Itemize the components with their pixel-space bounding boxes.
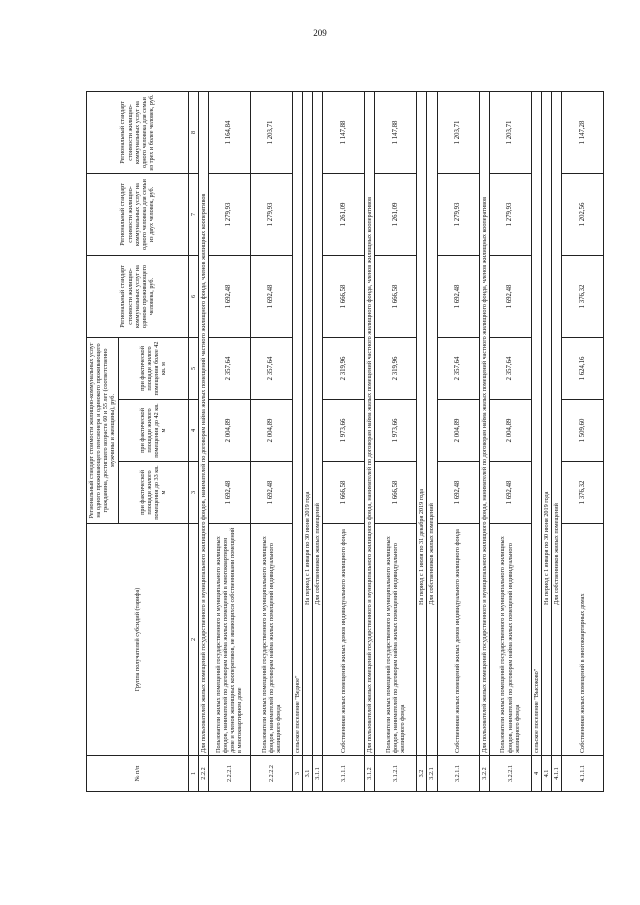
- span-caption: На период с 1 января по 30 июня 2019 года: [541, 92, 551, 756]
- column-index-cell: 7: [188, 174, 198, 256]
- row-value: 2 319,96: [323, 338, 365, 400]
- row-value: 1 279,93: [489, 174, 531, 256]
- column-index-row: [188, 92, 198, 792]
- table-row: [302, 92, 312, 792]
- span-caption: На период с 1 июля по 31 декабря 2019 года: [417, 92, 427, 756]
- row-group: Пользователи жилых помещений государственного и муниципального жилищных фондов, нанимателей по договорам найма жилых помещений индивидуального жилищного фонда: [375, 524, 417, 756]
- row-value: 2 357,64: [250, 338, 292, 400]
- span-caption: Для пользователей жилых помещений государственного и муниципального жилищного фонда, нанимателей по договорам найма жилых помещений частного жилищного фонда, членов жилищных кооперативов: [365, 92, 375, 756]
- table-row: [437, 92, 479, 792]
- span-caption: Для собственников жилых помещений: [551, 92, 561, 756]
- row-number: 4.1.1: [551, 756, 561, 792]
- row-value: 1 692,48: [489, 256, 531, 338]
- row-number: 3.1.1.1: [323, 756, 365, 792]
- row-value: 2 004,89: [437, 400, 479, 462]
- span-caption: Для пользователей жилых помещений государственного и муниципального жилищного фонда, нанимателей по договорам найма жилых помещений частного жилищного фонда, членов жилищных кооперативов: [479, 92, 489, 756]
- row-number: 3.1: [302, 756, 312, 792]
- header-standard-group: Региональный стандарт стоимости жилищно-коммунальных услуг на одного проживающего пенсионера и одинокого проживающего гражданина, достигшего возраста 60 и 55 лет (соответственно мужчины и женщины), руб.: [87, 338, 119, 524]
- row-value: 1 147,88: [375, 92, 417, 174]
- span-caption: Для собственников жилых помещений: [313, 92, 323, 756]
- row-value: 2 004,89: [208, 400, 250, 462]
- row-value: 1 261,09: [375, 174, 417, 256]
- table-body: [198, 92, 603, 792]
- table-row: [562, 92, 604, 792]
- table-row: [541, 92, 551, 792]
- row-value: 1 203,71: [489, 92, 531, 174]
- row-value: 1 624,16: [562, 338, 604, 400]
- row-value: 2 319,96: [375, 338, 417, 400]
- table-row: [417, 92, 427, 792]
- header-group: Группа получателей субсидий (тарифа): [87, 524, 189, 756]
- header-three: Региональный стандарт стоимости жилищно-коммунальных услуг на одного человека для семьи из трех и более человек, руб.: [87, 92, 189, 174]
- table-row: [479, 92, 489, 792]
- row-value: 1 666,58: [323, 256, 365, 338]
- row-number: 3.2: [417, 756, 427, 792]
- row-value: 1 973,66: [375, 400, 417, 462]
- standards-table: [86, 91, 604, 792]
- rotated-table-container: [86, 92, 586, 792]
- table-row: [365, 92, 375, 792]
- row-value: 2 357,64: [437, 338, 479, 400]
- row-value: 1 164,84: [208, 92, 250, 174]
- row-group: Пользователи жилых помещений государственного и муниципального жилищных фондов, нанимателей по договорам найма жилых помещений в многоквартирном доме и членов жилищных кооперативов, не являющихся собственниками помещений в многоквартирном доме: [208, 524, 250, 756]
- row-value: 1 666,58: [375, 256, 417, 338]
- row-group: Пользователи жилых помещений государственного и муниципального жилищных фондов, нанимателей по договорам найма жилых помещений индивидуального жилищного фонда: [250, 524, 292, 756]
- row-number: 3.1.2: [365, 756, 375, 792]
- row-number: 2.2.2.1: [208, 756, 250, 792]
- row-value: 1 973,66: [323, 400, 365, 462]
- row-number: 2.2.2.2: [250, 756, 292, 792]
- column-index-cell: 8: [188, 92, 198, 174]
- row-number: 3.1.2.1: [375, 756, 417, 792]
- table-row: [198, 92, 208, 792]
- row-value: 1 692,48: [250, 256, 292, 338]
- header-sub-more-42: при фактической площади жилого помещения более 42 кв. м: [118, 338, 188, 400]
- row-value: 1 692,48: [250, 462, 292, 524]
- row-number: 4.1.1.1: [562, 756, 604, 792]
- column-index-cell: 3: [188, 462, 198, 524]
- table-row: [250, 92, 292, 792]
- row-number: 3.2.1: [427, 756, 437, 792]
- row-value: 1 692,48: [489, 462, 531, 524]
- row-group: Собственники жилых помещений жилых домов индивидуального жилищного фонда: [437, 524, 479, 756]
- row-value: 2 357,64: [208, 338, 250, 400]
- table-row: [375, 92, 417, 792]
- row-value: 2 004,89: [250, 400, 292, 462]
- row-value: 1 692,48: [208, 462, 250, 524]
- row-value: 2 004,89: [489, 400, 531, 462]
- row-value: 1 203,71: [437, 92, 479, 174]
- header-num: № п/п: [87, 756, 189, 792]
- row-value: 1 279,93: [208, 174, 250, 256]
- row-value: 1 147,88: [323, 92, 365, 174]
- row-number: 3.2.1.1: [437, 756, 479, 792]
- header-two: Региональный стандарт стоимости жилищно-коммунальных услуг на одного человека для семьи из двух человек, руб.: [87, 174, 189, 256]
- row-value: 1 203,71: [250, 92, 292, 174]
- row-value: 1 692,48: [208, 256, 250, 338]
- row-group: Собственники жилых помещений в многоквартирных домах: [562, 524, 604, 756]
- table-row: [323, 92, 365, 792]
- row-value: 2 357,64: [489, 338, 531, 400]
- table-row: [427, 92, 437, 792]
- row-value: 1 666,58: [323, 462, 365, 524]
- table-row: [292, 92, 302, 792]
- span-caption: Для пользователей жилых помещений государственного и муниципального жилищного фондов, нанимателей по договорам найма жилых помещений частного жилищного фонда, членов жилищных кооперативов: [198, 92, 208, 756]
- row-value: 1 692,48: [437, 256, 479, 338]
- table-row: [489, 92, 531, 792]
- header-sub-33: при фактической площади жилого помещения до 33 кв. м: [118, 462, 188, 524]
- column-index-cell: 1: [188, 756, 198, 792]
- column-index-cell: 2: [188, 524, 198, 756]
- row-value: 1 376,32: [562, 256, 604, 338]
- row-group: Пользователи жилых помещений государственного и муниципального жилищных фондов, нанимателей по договорам найма жилых помещений индивидуального жилищного фонда: [489, 524, 531, 756]
- column-index-cell: 6: [188, 256, 198, 338]
- section-title: сельское поселение "Ведное": [292, 92, 302, 756]
- row-number: 3.2.2: [479, 756, 489, 792]
- section-title: сельское поселение "Высоково": [531, 92, 541, 756]
- row-number: 3: [292, 756, 302, 792]
- header-single: Региональный стандарт стоимости жилищно-коммунальных услуг на одиноко проживающего человека, руб.: [87, 256, 189, 338]
- table-row: [313, 92, 323, 792]
- table-row: [208, 92, 250, 792]
- row-number: 4.1: [541, 756, 551, 792]
- row-value: 1 509,60: [562, 400, 604, 462]
- table-row: [531, 92, 541, 792]
- row-value: 1 147,28: [562, 92, 604, 174]
- span-caption: Для собственников жилых помещений: [427, 92, 437, 756]
- row-value: 1 202,56: [562, 174, 604, 256]
- row-value: 1 376,32: [562, 462, 604, 524]
- row-number: 3.1.1: [313, 756, 323, 792]
- row-number: 2.2.2: [198, 756, 208, 792]
- table-row: [551, 92, 561, 792]
- row-value: 1 666,58: [375, 462, 417, 524]
- header-sub-42: при фактической площади жилого помещения до 42 кв. м: [118, 400, 188, 462]
- row-number: 3.2.2.1: [489, 756, 531, 792]
- page-number: 209: [313, 28, 327, 38]
- row-number: 4: [531, 756, 541, 792]
- column-index-cell: 5: [188, 338, 198, 400]
- row-group: Собственники жилых помещений жилых домов индивидуального жилищного фонда: [323, 524, 365, 756]
- row-value: 1 279,93: [250, 174, 292, 256]
- column-index-cell: 4: [188, 400, 198, 462]
- row-value: 1 261,09: [323, 174, 365, 256]
- row-value: 1 692,48: [437, 462, 479, 524]
- span-caption: На период с 1 января по 30 июня 2019 года: [302, 92, 312, 756]
- row-value: 1 279,93: [437, 174, 479, 256]
